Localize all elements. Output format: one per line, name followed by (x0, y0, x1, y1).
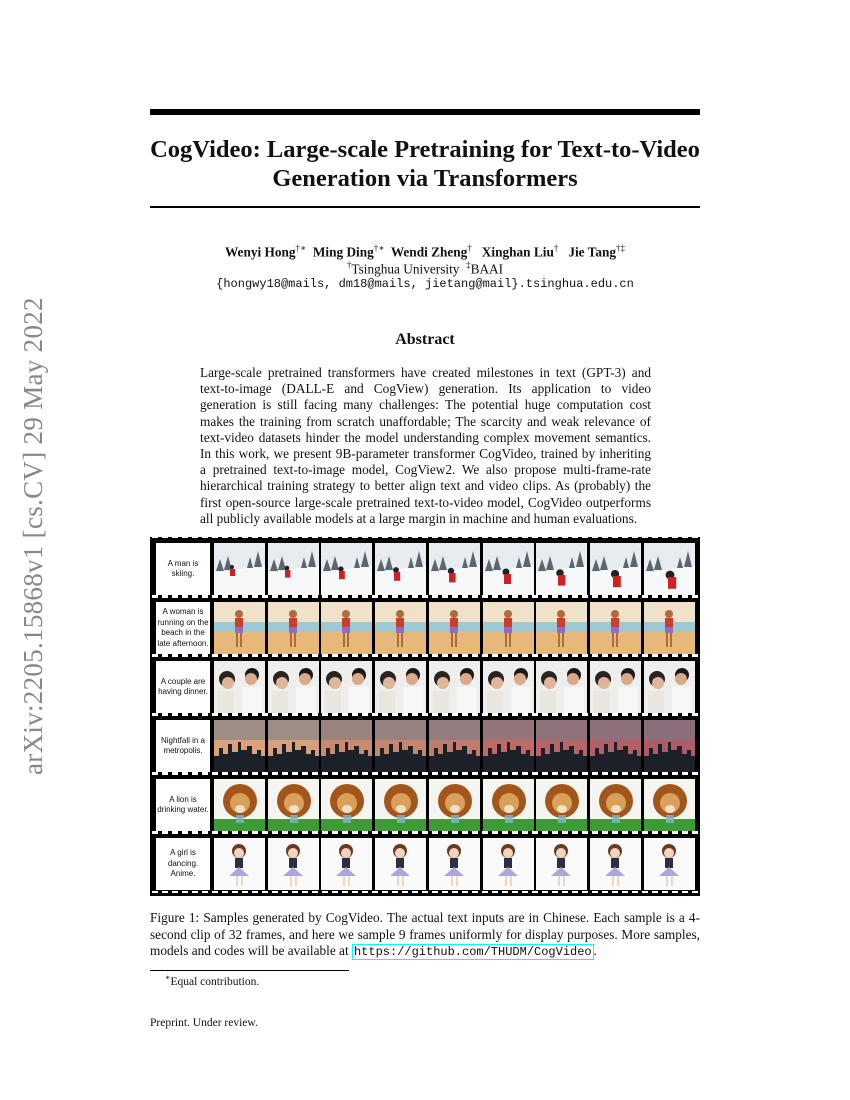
github-link[interactable]: https://github.com/THUDM/CogVideo (353, 945, 592, 959)
caption-text: Figure 1: Samples generated by CogVideo. The actual text inputs are in Chinese. Each sample is a 4-second clip of 32 frames, and here we sample 9 frames uniformly for display purposes. More samples, models and codes will be available at (150, 910, 700, 958)
figure-row-ski (150, 539, 700, 595)
video-frame (268, 602, 319, 654)
affiliations (150, 260, 700, 277)
footnote (165, 973, 259, 988)
video-frame (483, 779, 534, 831)
video-frame (375, 779, 426, 831)
video-frame (321, 661, 372, 713)
video-frame (644, 779, 695, 831)
video-frame (321, 838, 372, 890)
preprint-notice: Preprint. Under review. (150, 1017, 258, 1029)
video-frame (483, 838, 534, 890)
figure-row-city (150, 716, 700, 772)
author-marks: †‡ (616, 243, 626, 253)
author-list (150, 243, 700, 260)
affiliation-1: Tsinghua University (351, 261, 460, 277)
title-top-rule (150, 109, 700, 115)
video-frame (429, 838, 480, 890)
author-name: Jie Tang (568, 244, 617, 260)
video-frame (590, 602, 641, 654)
video-frame (375, 838, 426, 890)
video-frame (483, 543, 534, 595)
affiliation-mark: ‡ (466, 260, 471, 270)
video-frame (536, 661, 587, 713)
video-frame (375, 543, 426, 595)
footnote-text: Equal contribution. (170, 975, 260, 988)
title-line-2: Generation via Transformers (272, 165, 578, 192)
video-frame (214, 602, 265, 654)
author-marks: †∗ (295, 243, 307, 253)
video-frame (536, 838, 587, 890)
video-frame (590, 543, 641, 595)
video-frame (375, 720, 426, 772)
title-line-1: CogVideo: Large-scale Pretraining for Text-to-Video (150, 136, 700, 163)
abstract-heading: Abstract (395, 331, 455, 348)
row-prompt-label: Nightfall in a metropolis. (156, 720, 210, 772)
figure-row-lion (150, 775, 700, 831)
video-frame (321, 543, 372, 595)
video-frame (536, 779, 587, 831)
video-frame (214, 779, 265, 831)
video-frame (536, 602, 587, 654)
video-frame (214, 543, 265, 595)
figure-1 (150, 537, 700, 896)
video-frame (644, 720, 695, 772)
video-frame (375, 602, 426, 654)
video-frame (375, 661, 426, 713)
affiliation-2: BAAI (470, 261, 504, 277)
title-bottom-rule (150, 206, 700, 208)
video-frame (268, 543, 319, 595)
paper-title (150, 135, 700, 193)
author-name: Wenyi Hong (224, 244, 296, 260)
author-name: Xinghan Liu (481, 244, 554, 260)
video-frame (214, 838, 265, 890)
video-frame (321, 779, 372, 831)
author-marks: † (553, 243, 559, 253)
video-frame (429, 720, 480, 772)
video-frame (268, 779, 319, 831)
video-frame (644, 661, 695, 713)
author-emails: {hongwy18@mails, dm18@mails, jietang@mail}.tsinghua.edu.cn (216, 277, 634, 291)
video-frame (321, 720, 372, 772)
video-frame (429, 661, 480, 713)
video-frame (644, 602, 695, 654)
author-marks: †∗ (373, 243, 385, 253)
video-frame (429, 543, 480, 595)
video-frame (644, 543, 695, 595)
video-frame (483, 602, 534, 654)
row-prompt-label: A man is skiing. (156, 543, 210, 595)
video-frame (644, 838, 695, 890)
figure-caption (150, 910, 700, 961)
author-name: Wendi Zheng (390, 244, 468, 260)
video-frame (590, 779, 641, 831)
arxiv-watermark: arXiv:2205.15868v1 [cs.CV] 29 May 2022 (18, 297, 48, 775)
video-frame (483, 661, 534, 713)
video-frame (590, 838, 641, 890)
video-frame (321, 602, 372, 654)
abstract-body: Large-scale pretrained transformers have created milestones in text (GPT-3) and text-to-image (DALL-E and CogView) generation. Its application to video generation is still facing many challenges: The potential huge computation cost makes the training from scratch unaffordable; The scarcity and weak relevance of text-video datasets hinder the model understanding complex movement semantics. In this work, we present 9B-parameter transformer CogVideo, trained by inheriting a pretrained text-to-image model, CogView2. We also propose multi-frame-rate hierarchical training strategy to better align text and video clips. As (probably) the first open-source large-scale pretrained text-to-video model, CogVideo outperforms all publicly available models at a large margin in machine and human evaluations. (200, 365, 651, 526)
video-frame (483, 720, 534, 772)
row-prompt-label: A lion is drinking water. (156, 779, 210, 831)
figure-row-anime (150, 834, 700, 890)
video-frame (429, 779, 480, 831)
author-name: Ming Ding (312, 244, 374, 260)
video-frame (536, 720, 587, 772)
figure-row-dinner (150, 657, 700, 713)
affiliation-mark: † (346, 260, 352, 270)
figure-row-beach (150, 598, 700, 654)
video-frame (214, 720, 265, 772)
caption-end: . (593, 943, 597, 958)
row-prompt-label: A woman is running on the beach in the late afternoon. (156, 602, 210, 654)
footnote-rule (150, 970, 349, 971)
footnote-mark: ∗ (165, 973, 171, 982)
row-prompt-label: A girl is dancing. Anime. (156, 838, 210, 890)
row-prompt-label: A couple are having dinner. (156, 661, 210, 713)
video-frame (268, 720, 319, 772)
video-frame (536, 543, 587, 595)
video-frame (214, 661, 265, 713)
video-frame (590, 720, 641, 772)
video-frame (268, 838, 319, 890)
author-marks: † (467, 243, 472, 253)
video-frame (590, 661, 641, 713)
video-frame (429, 602, 480, 654)
video-frame (268, 661, 319, 713)
